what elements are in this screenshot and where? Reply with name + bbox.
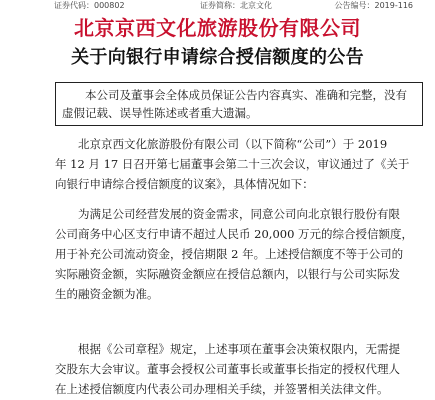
paragraph-line: 公司商务中心区支行申请不超过人民币 20,000 万元的综合授信额度， [55,227,414,241]
disclaimer-line: 本公司及董事会全体成员保证公告内容真实、准确和完整，没有 [85,88,407,102]
paragraph-line: 北京京西文化旅游股份有限公司（以下简称“公司”）于 2019 [78,137,388,151]
paragraph-line: 在上述授信额度内代表公司办理相关手续，并签署相关法律文件。 [55,382,389,396]
disclaimer-line: 虚假记载、误导性陈述或者重大遗漏。 [62,106,258,120]
paragraph-line: 生的融资金额为准。 [55,287,159,301]
paragraph-board-meeting [55,134,425,194]
announcement-title: 关于向银行申请综合授信额度的公告 [71,47,364,68]
paragraph-line: 交股东大会审议。董事会授权公司董事长或董事长指定的授权代理人 [55,362,400,376]
announcement-header [0,0,435,12]
paragraph-line: 根据《公司章程》规定，上述事项在董事会决策权限内，无需提 [78,342,400,356]
disclaimer-box [55,82,423,126]
paragraph-line: 用于补充公司流动资金，授信期限 2 年。上述授信额度不等于公司的 [55,247,404,261]
stock-code: 证券代码：000802 [54,1,125,10]
stock-name: 证券简称：北京文化 [200,1,272,10]
announcement-number: 公告编号：2019-116 [334,1,413,10]
paragraph-line: 年 12 月 17 日召开第七届董事会第二十三次会议，审议通过了《关于 [55,157,410,171]
company-title: 北京京西文化旅游股份有限公司 [74,16,361,40]
paragraph-line: 向银行申请综合授信额度的议案》，具体情况如下： [55,177,314,191]
paragraph-authorization [55,339,425,399]
paragraph-line: 为满足公司经营发展的资金需求，同意公司向北京银行股份有限 [78,207,400,221]
paragraph-line: 实际融资金额，实际融资金额应在授信总额内，以银行与公司实际发 [55,267,400,281]
paragraph-credit-line [55,204,425,304]
